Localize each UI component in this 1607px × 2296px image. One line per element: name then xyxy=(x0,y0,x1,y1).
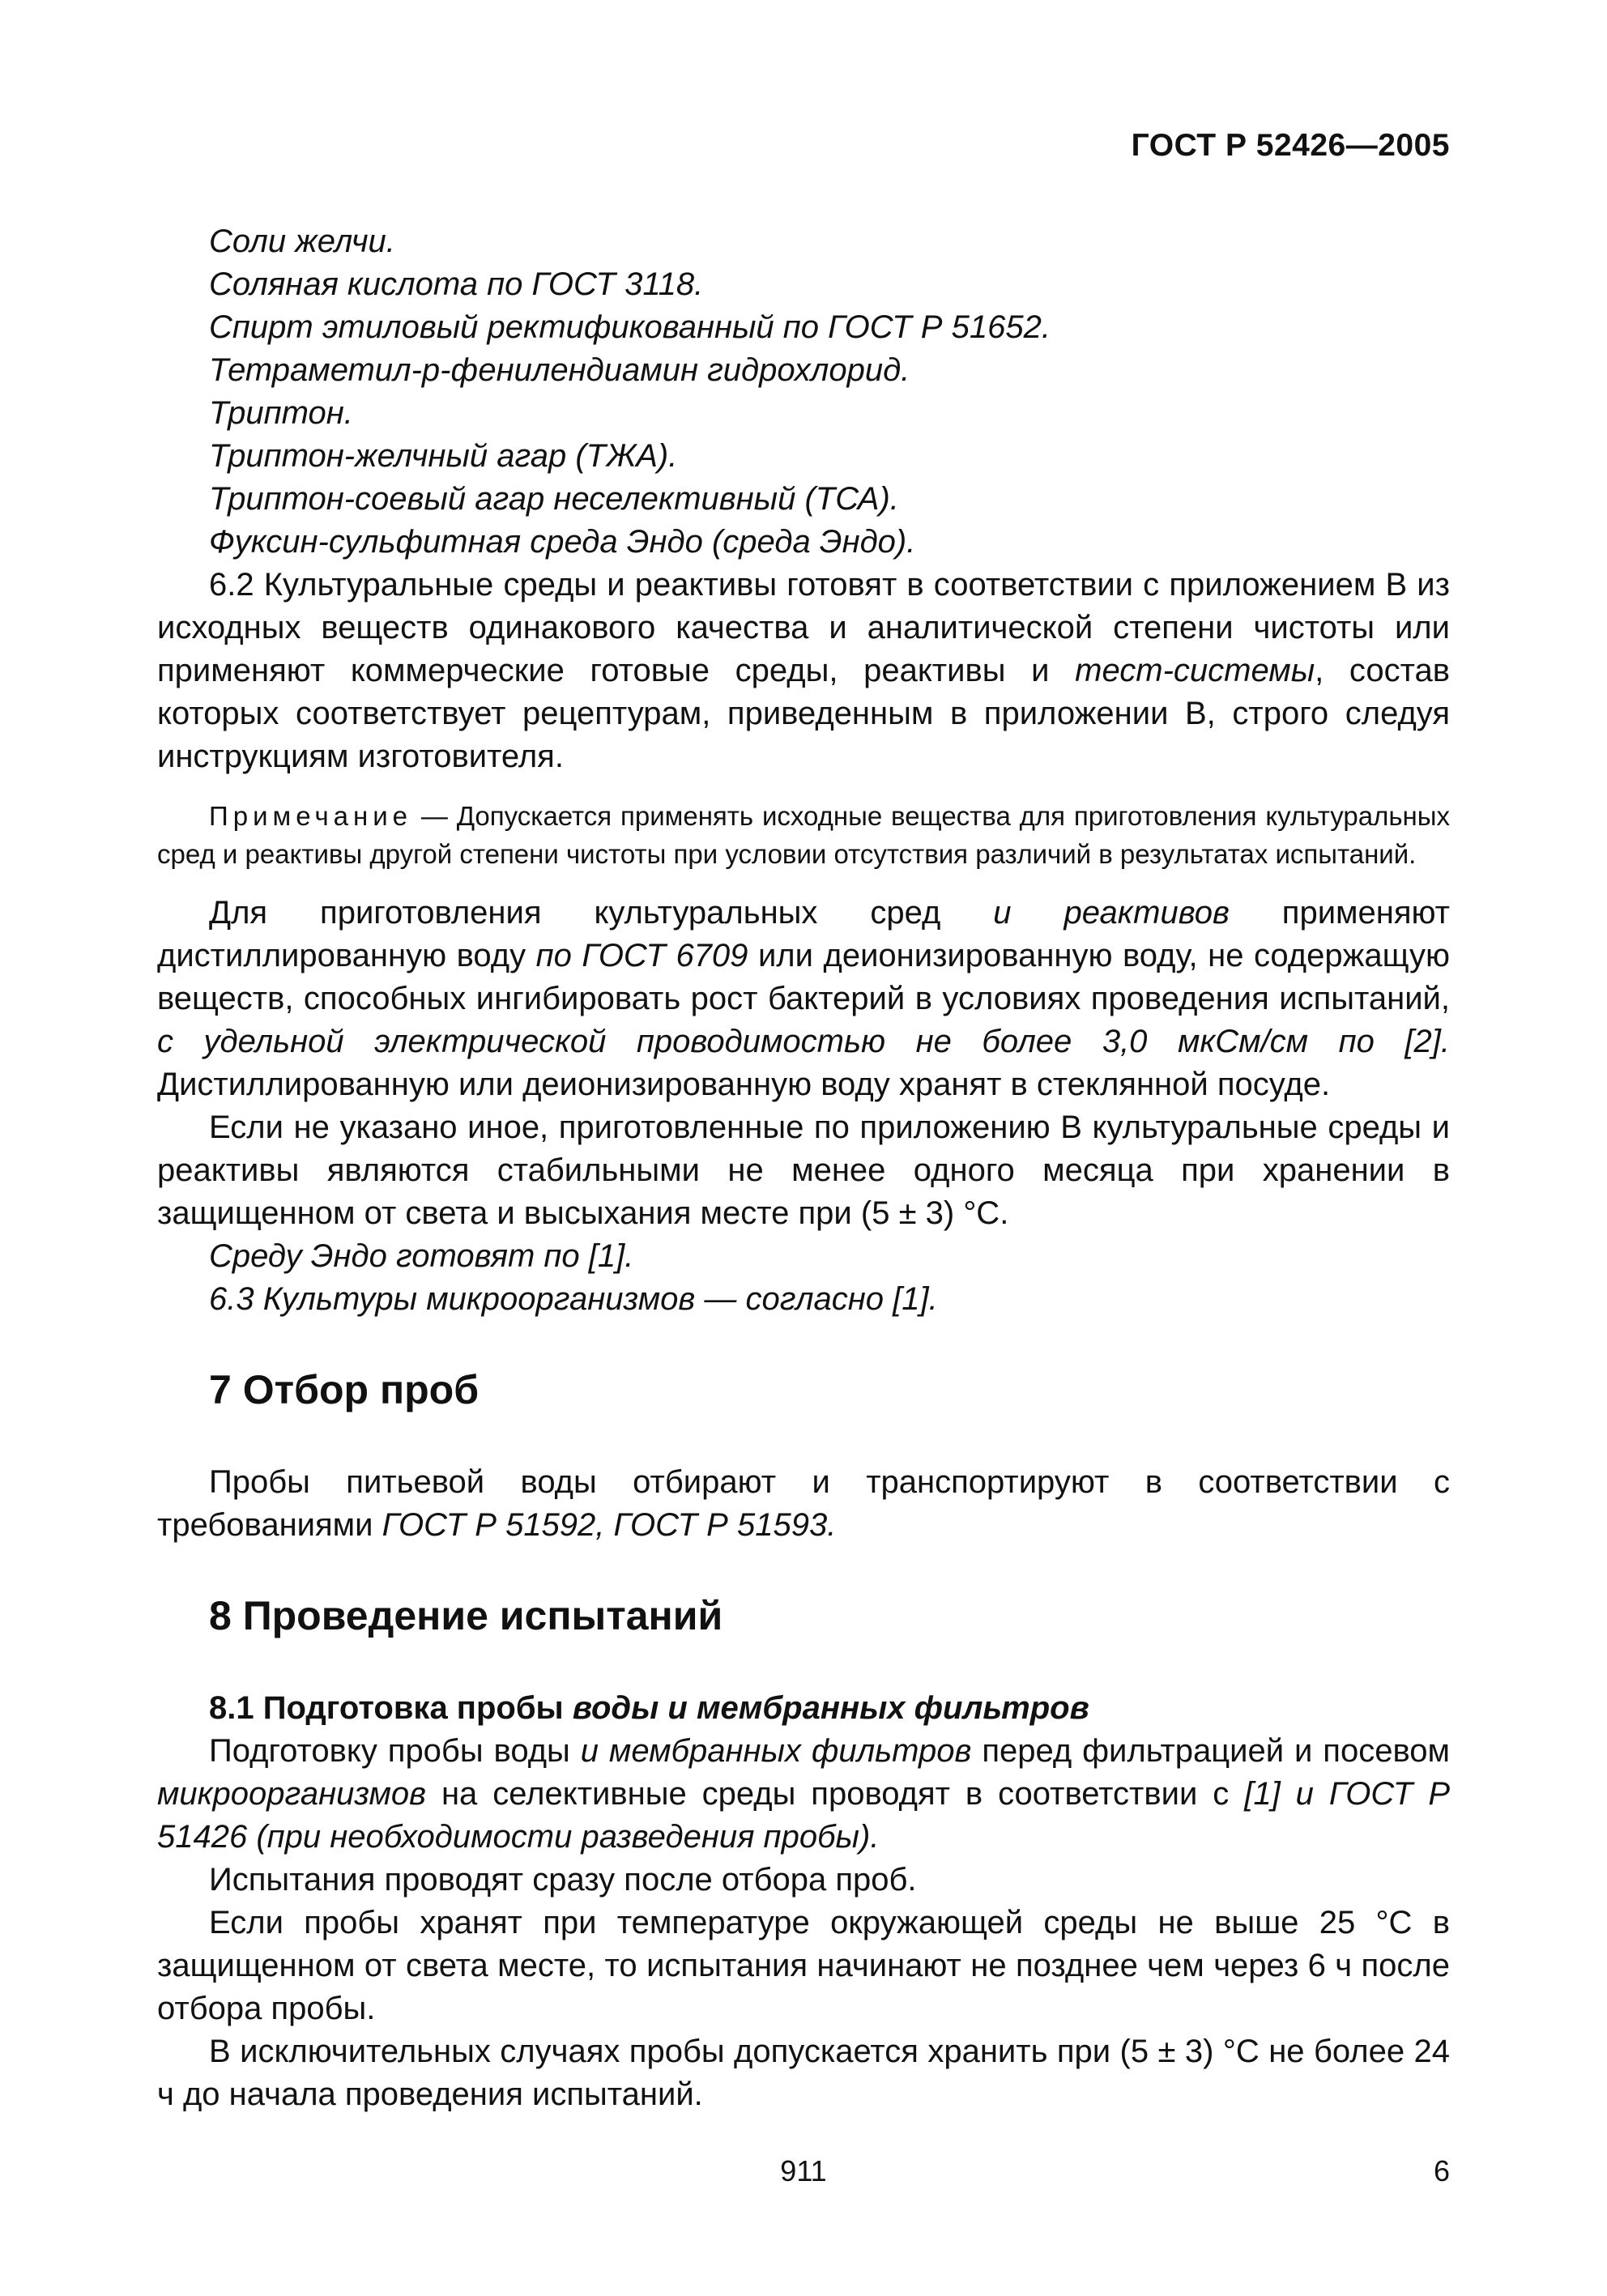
text-run-italic: микроорганизмов xyxy=(157,1776,427,1812)
text-run-italic: воды и мембранных фильтров xyxy=(572,1690,1089,1726)
standard-header: ГОСТ Р 52426—2005 xyxy=(1131,128,1450,163)
paragraph-immediate: Испытания проводят сразу после отбора проб. xyxy=(209,1862,917,1898)
paragraph-sampling xyxy=(157,1461,1450,1547)
list-item: Тетраметил-р-фенилендиамин гидрохлорид. xyxy=(209,352,910,388)
text-run-italic: и реактивов xyxy=(993,895,1230,931)
list-item: Соляная кислота по ГОСТ 3118. xyxy=(209,266,704,302)
text-run: или деионизированную воду, не содержащую веществ, способных ингибировать рост бактерий в условиях проведения испытаний, xyxy=(157,938,1450,1016)
text-run: Подготовку пробы воды xyxy=(209,1733,581,1769)
text-run-italic: тест-системы xyxy=(1075,653,1315,688)
paragraph-stability: Если не указано иное, приготовленные по приложению В культуральные среды и реактивы являются стабильными не менее одного месяца при хранении в защищенном от света и высыхания месте при (5 ± 3) °С. xyxy=(157,1110,1450,1231)
list-item: Соли желчи. xyxy=(209,224,395,259)
note-label: Примечание xyxy=(209,801,413,831)
text-run: 8.1 Подготовка пробы xyxy=(209,1690,573,1726)
text-run: Пробы питьевой воды отбирают и транспортируют в соответствии с требованиями xyxy=(157,1464,1450,1543)
text-run: , состав которых соответствует рецептурам, приведенным в приложении В, строго следуя инструкциям изготовителя. xyxy=(157,653,1450,774)
section-8-title: 8 Проведение испытаний xyxy=(209,1593,723,1638)
text-run: на селективные среды проводят в соответствии с xyxy=(426,1776,1245,1812)
text-run: Для приготовления культуральных сред xyxy=(209,895,994,931)
list-item: Триптон-соевый агар неселективный (ТСА). xyxy=(209,481,899,517)
text-run-italic: [1] и ГОСТ Р 51426 (при необходимости разведения пробы). xyxy=(157,1776,1450,1855)
text-run: Дистиллированную или деионизированную воду хранят в стеклянной посуде. xyxy=(157,1067,1331,1102)
list-item: Спирт этиловый ректификованный по ГОСТ Р 51652. xyxy=(209,309,1051,345)
paragraph-preparation xyxy=(157,1730,1450,1859)
text-run-italic: с удельной электрической проводимостью не более 3,0 мкСм/см по [2]. xyxy=(157,1024,1450,1059)
list-item: Фуксин-сульфитная среда Эндо (среда Эндо). xyxy=(209,524,916,560)
paragraph-endo: Среду Эндо готовят по [1]. xyxy=(209,1238,634,1274)
document-body xyxy=(157,220,1450,2116)
text-run: применяют дистиллированную воду xyxy=(157,895,1450,973)
list-item: Триптон-желчный агар (ТЖА). xyxy=(209,438,678,474)
page-number-center: 911 xyxy=(780,2154,827,2187)
paragraph-water xyxy=(157,892,1450,1106)
text-run-italic: по ГОСТ 6709 xyxy=(535,938,748,973)
text-run-italic: ГОСТ Р 51592, ГОСТ Р 51593. xyxy=(382,1507,837,1543)
text-run-italic: и мембранных фильтров xyxy=(580,1733,972,1769)
paragraph-6-3: 6.3 Культуры микроорганизмов — согласно [1]. xyxy=(209,1281,938,1317)
paragraph-storage-exceptional: В исключительных случаях пробы допускается хранить при (5 ± 3) °С не более 24 ч до начала проведения испытаний. xyxy=(157,2034,1450,2112)
section-7-title: 7 Отбор проб xyxy=(209,1367,480,1412)
list-item: Триптон. xyxy=(209,395,353,431)
paragraph-storage-ambient: Если пробы хранят при температуре окружающей среды не выше 25 °С в защищенном от света месте, то испытания начинают не позднее чем через 6 ч после отбора пробы. xyxy=(157,1905,1450,2026)
subsection-8-1-title xyxy=(157,1687,1450,1730)
text-run: 6.2 Культуральные среды и реактивы готовят в соответствии с приложением В из исходных веществ одинакового качества и аналитической степени чистоты или применяют коммерческие готовые среды, реактивы и xyxy=(157,567,1450,688)
reagent-list xyxy=(157,220,1450,564)
note-text: — Допускается применять исходные вещества для приготовления культуральных сред и реактивы другой степени чистоты при условии отсутствия различий в результатах испытаний. xyxy=(157,801,1450,869)
document-page xyxy=(157,0,1450,2296)
page-number-right: 6 xyxy=(1433,2154,1450,2187)
note-paragraph xyxy=(157,797,1450,873)
text-run: перед фильтрацией и посевом xyxy=(971,1733,1451,1769)
paragraph-6-2 xyxy=(157,564,1450,778)
